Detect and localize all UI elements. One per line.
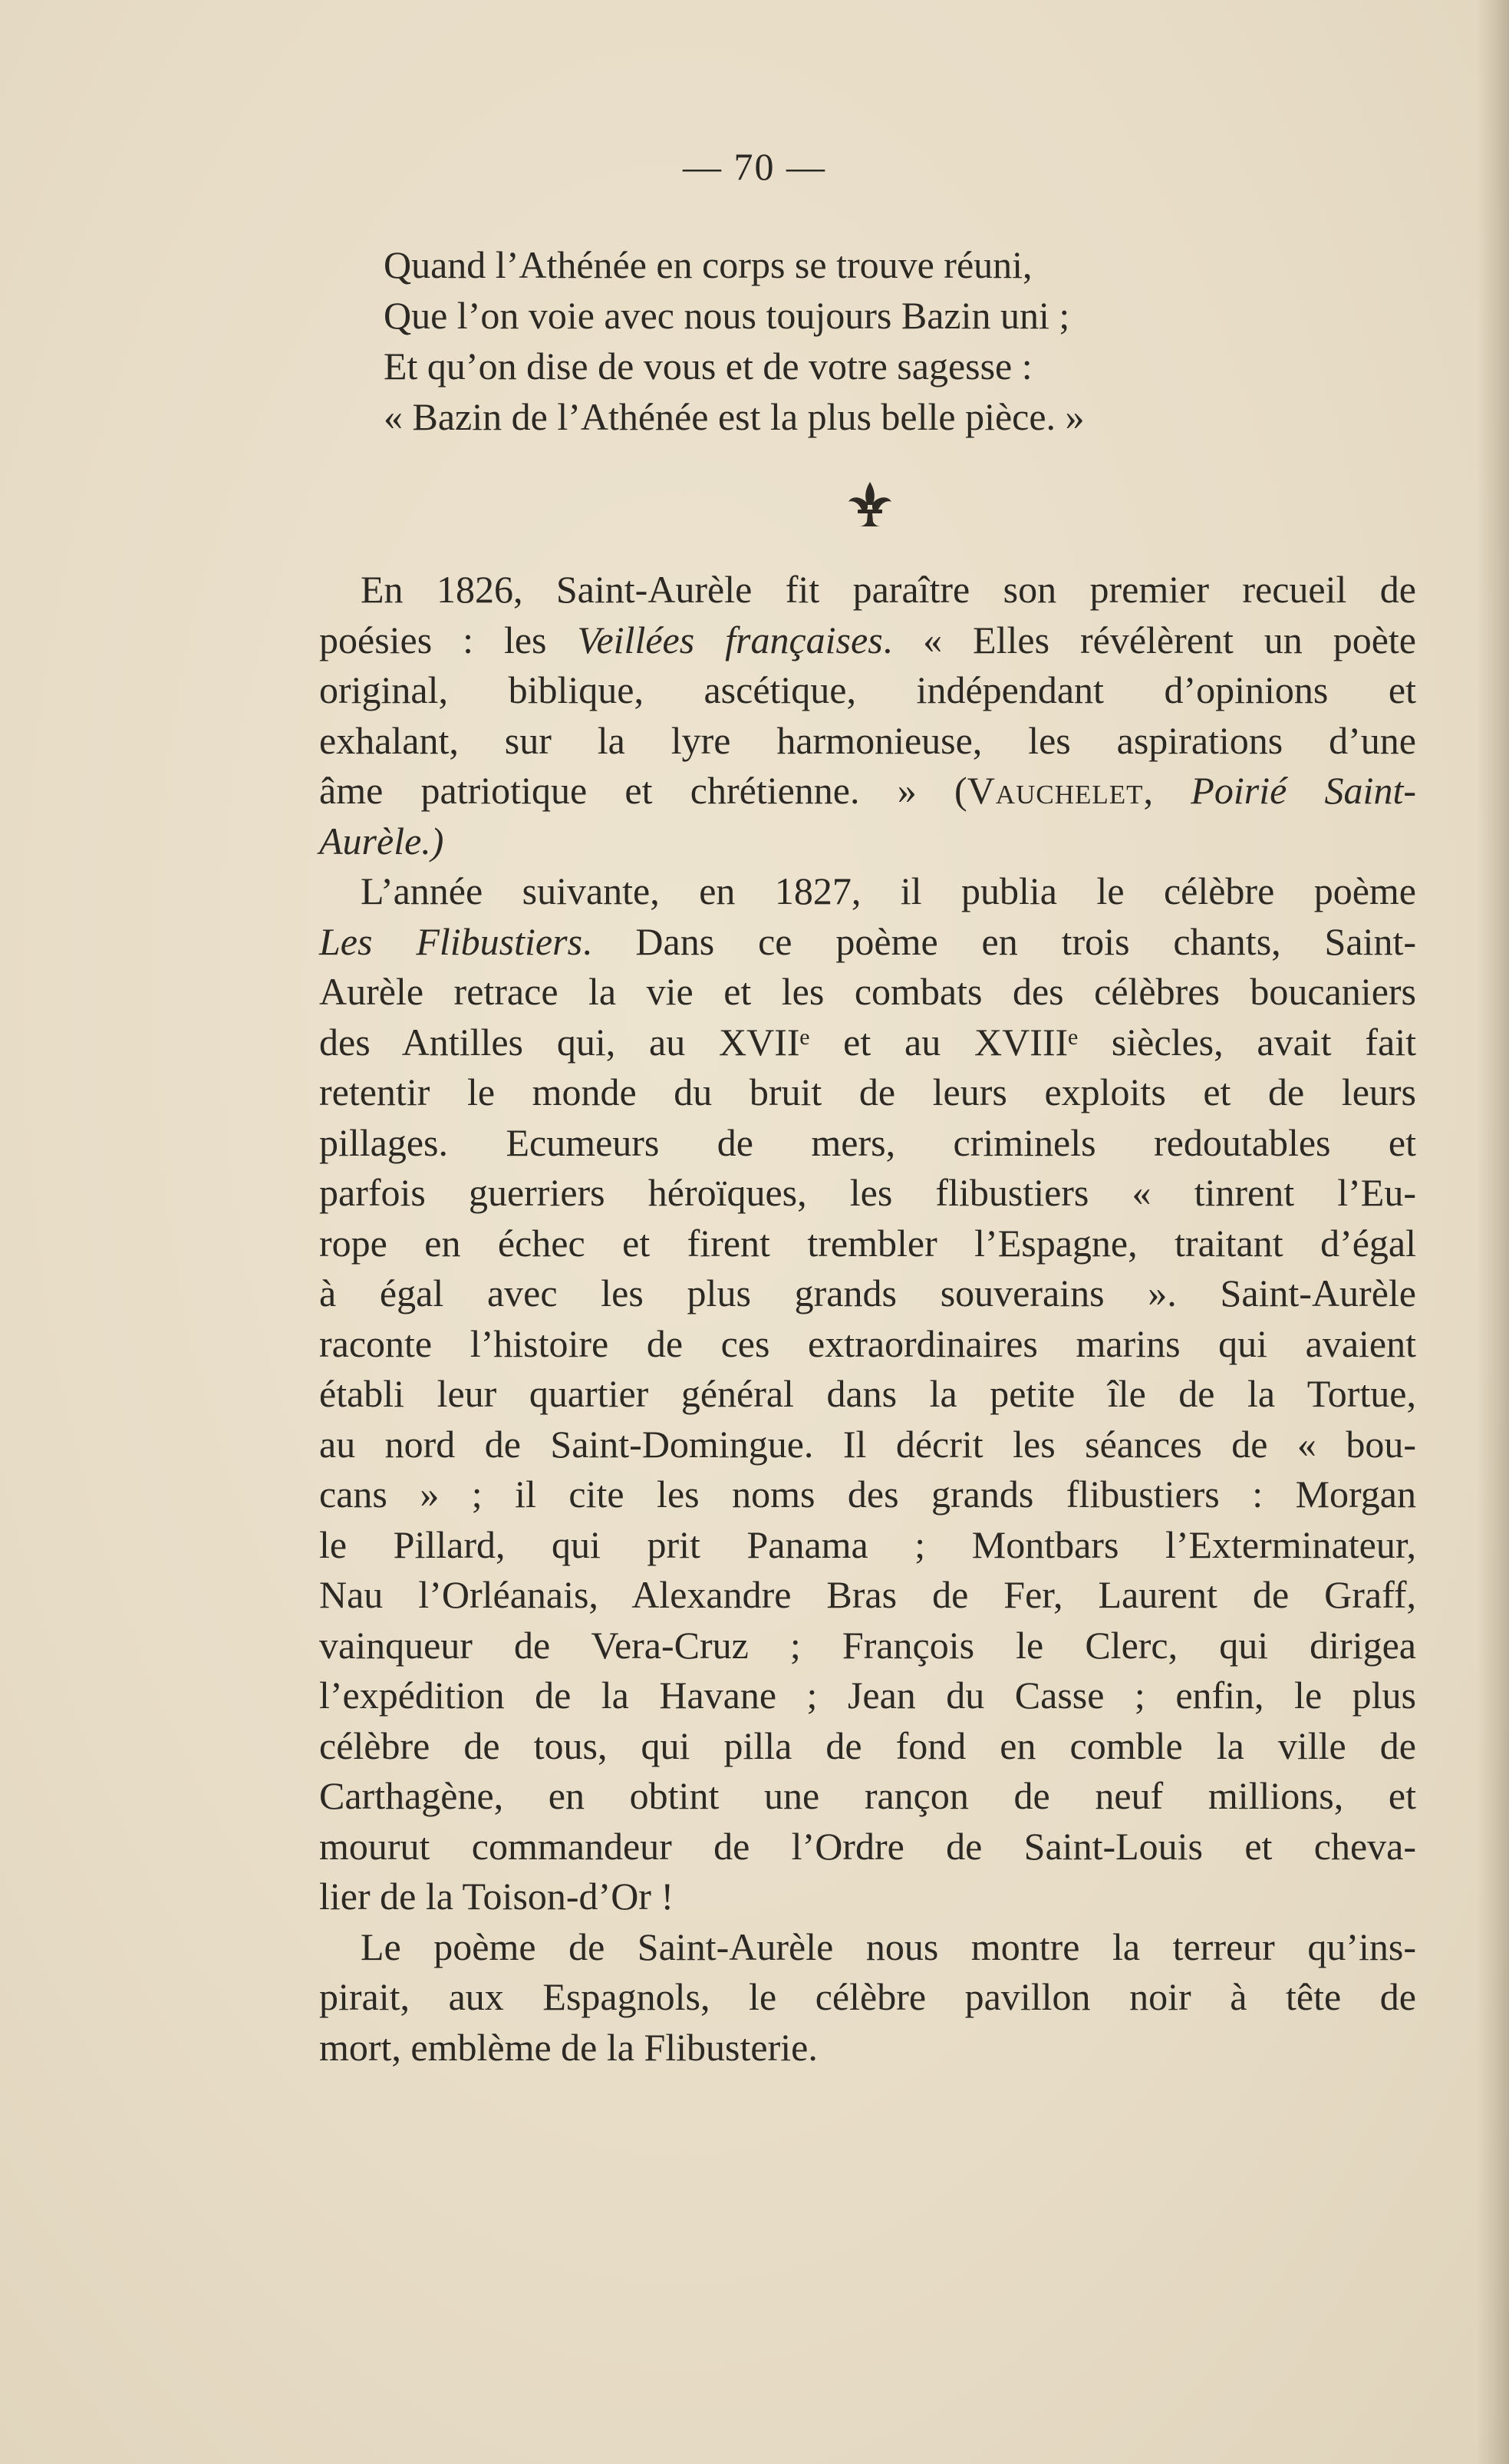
text-line: Le poème de Saint-Aurèle nous montre la terreur qu’ins- bbox=[361, 1925, 1416, 1968]
fleur-de-lis-icon bbox=[842, 477, 898, 533]
text-line: cans » ; il cite les noms des grands flibustiers : Morgan bbox=[319, 1473, 1416, 1516]
verse-line: Et qu’on dise de vous et de votre sagesse : bbox=[384, 345, 1033, 388]
text-line: L’année suivante, en 1827, il publia le célèbre poème bbox=[361, 869, 1416, 912]
verse-block bbox=[384, 239, 1304, 442]
text-line: Aurèle retrace la vie et les combats des célèbres boucaniers bbox=[319, 970, 1416, 1013]
book-title: Les Flibustiers bbox=[319, 919, 583, 963]
text-line: Aurèle.) bbox=[319, 819, 444, 863]
page-number: — 70 — bbox=[683, 145, 826, 188]
text-line: le Pillard, qui prit Panama ; Montbars l’Exterminateur, bbox=[319, 1522, 1416, 1566]
text-line: mort, emblème de la Flibusterie. bbox=[319, 2025, 818, 2069]
verse-line: « Bazin de l’Athénée est la plus belle pièce. » bbox=[384, 395, 1085, 438]
page-edge-shadow bbox=[1477, 0, 1509, 2464]
text-line: rope en échec et firent trembler l’Espagne, traitant d’égal bbox=[319, 1221, 1416, 1265]
author-name: Vauchelet bbox=[967, 769, 1144, 812]
text-segment: . Dans ce poème en trois chants, Saint- bbox=[582, 919, 1416, 963]
verse-line: Que l’on voie avec nous toujours Bazin uni ; bbox=[384, 294, 1070, 337]
verse-line: Quand l’Athénée en corps se trouve réuni, bbox=[384, 243, 1033, 286]
text-line: célèbre de tous, qui pilla de fond en comble la ville de bbox=[319, 1723, 1416, 1767]
text-line: exhalant, sur la lyre harmonieuse, les aspirations d’une bbox=[319, 718, 1416, 762]
text-line: pirait, aux Espagnols, le célèbre pavillon noir à tête de bbox=[319, 1975, 1416, 2018]
text-line: des Antilles qui, au XVIIᵉ et au XVIIIᵉ siècles, avait fait bbox=[319, 1020, 1416, 1064]
text-line: En 1826, Saint-Aurèle fit paraître son premier recueil de bbox=[361, 568, 1416, 611]
text-line: établi leur quartier général dans la petite île de la Tortue, bbox=[319, 1372, 1416, 1415]
text-line: original, biblique, ascétique, indépendant d’opinions et bbox=[319, 668, 1416, 711]
book-title: Veillées françaises bbox=[577, 618, 883, 661]
text-segment: âme patriotique et chrétienne. » ( bbox=[319, 769, 967, 812]
text-line bbox=[319, 917, 1416, 968]
text-line: raconte l’histoire de ces extraordinaires marins qui avaient bbox=[319, 1321, 1416, 1365]
text-line: au nord de Saint-Domingue. Il décrit les séances de « bou- bbox=[319, 1422, 1416, 1466]
text-line: pillages. Ecumeurs de mers, criminels redoutables et bbox=[319, 1120, 1416, 1164]
body-text bbox=[319, 565, 1416, 2073]
book-title: Poirié Saint- bbox=[1191, 769, 1416, 812]
text-line: vainqueur de Vera-Cruz ; François le Clerc, qui dirigea bbox=[319, 1623, 1416, 1667]
text-line bbox=[319, 615, 1416, 666]
text-line: lier de la Toison-d’Or ! bbox=[319, 1875, 674, 1918]
text-line: retentir le monde du bruit de leurs exploits et de leurs bbox=[319, 1070, 1416, 1113]
text-line: mourut commandeur de l’Ordre de Saint-Louis et cheva- bbox=[319, 1824, 1416, 1868]
text-line bbox=[319, 766, 1416, 816]
text-segment: . « Elles révélèrent un poète bbox=[882, 618, 1416, 661]
text-line: l’expédition de la Havane ; Jean du Casse ; enfin, le plus bbox=[319, 1674, 1416, 1717]
text-line: Carthagène, en obtint une rançon de neuf millions, et bbox=[319, 1774, 1416, 1817]
text-line: Nau l’Orléanais, Alexandre Bras de Fer, Laurent de Graff, bbox=[319, 1573, 1416, 1616]
text-segment: poésies : les bbox=[319, 618, 578, 661]
text-segment: , bbox=[1143, 769, 1191, 812]
text-line: parfois guerriers héroïques, les flibustiers « tinrent l’Eu- bbox=[319, 1171, 1416, 1214]
text-line: à égal avec les plus grands souverains ». Saint-Aurèle bbox=[319, 1272, 1416, 1314]
